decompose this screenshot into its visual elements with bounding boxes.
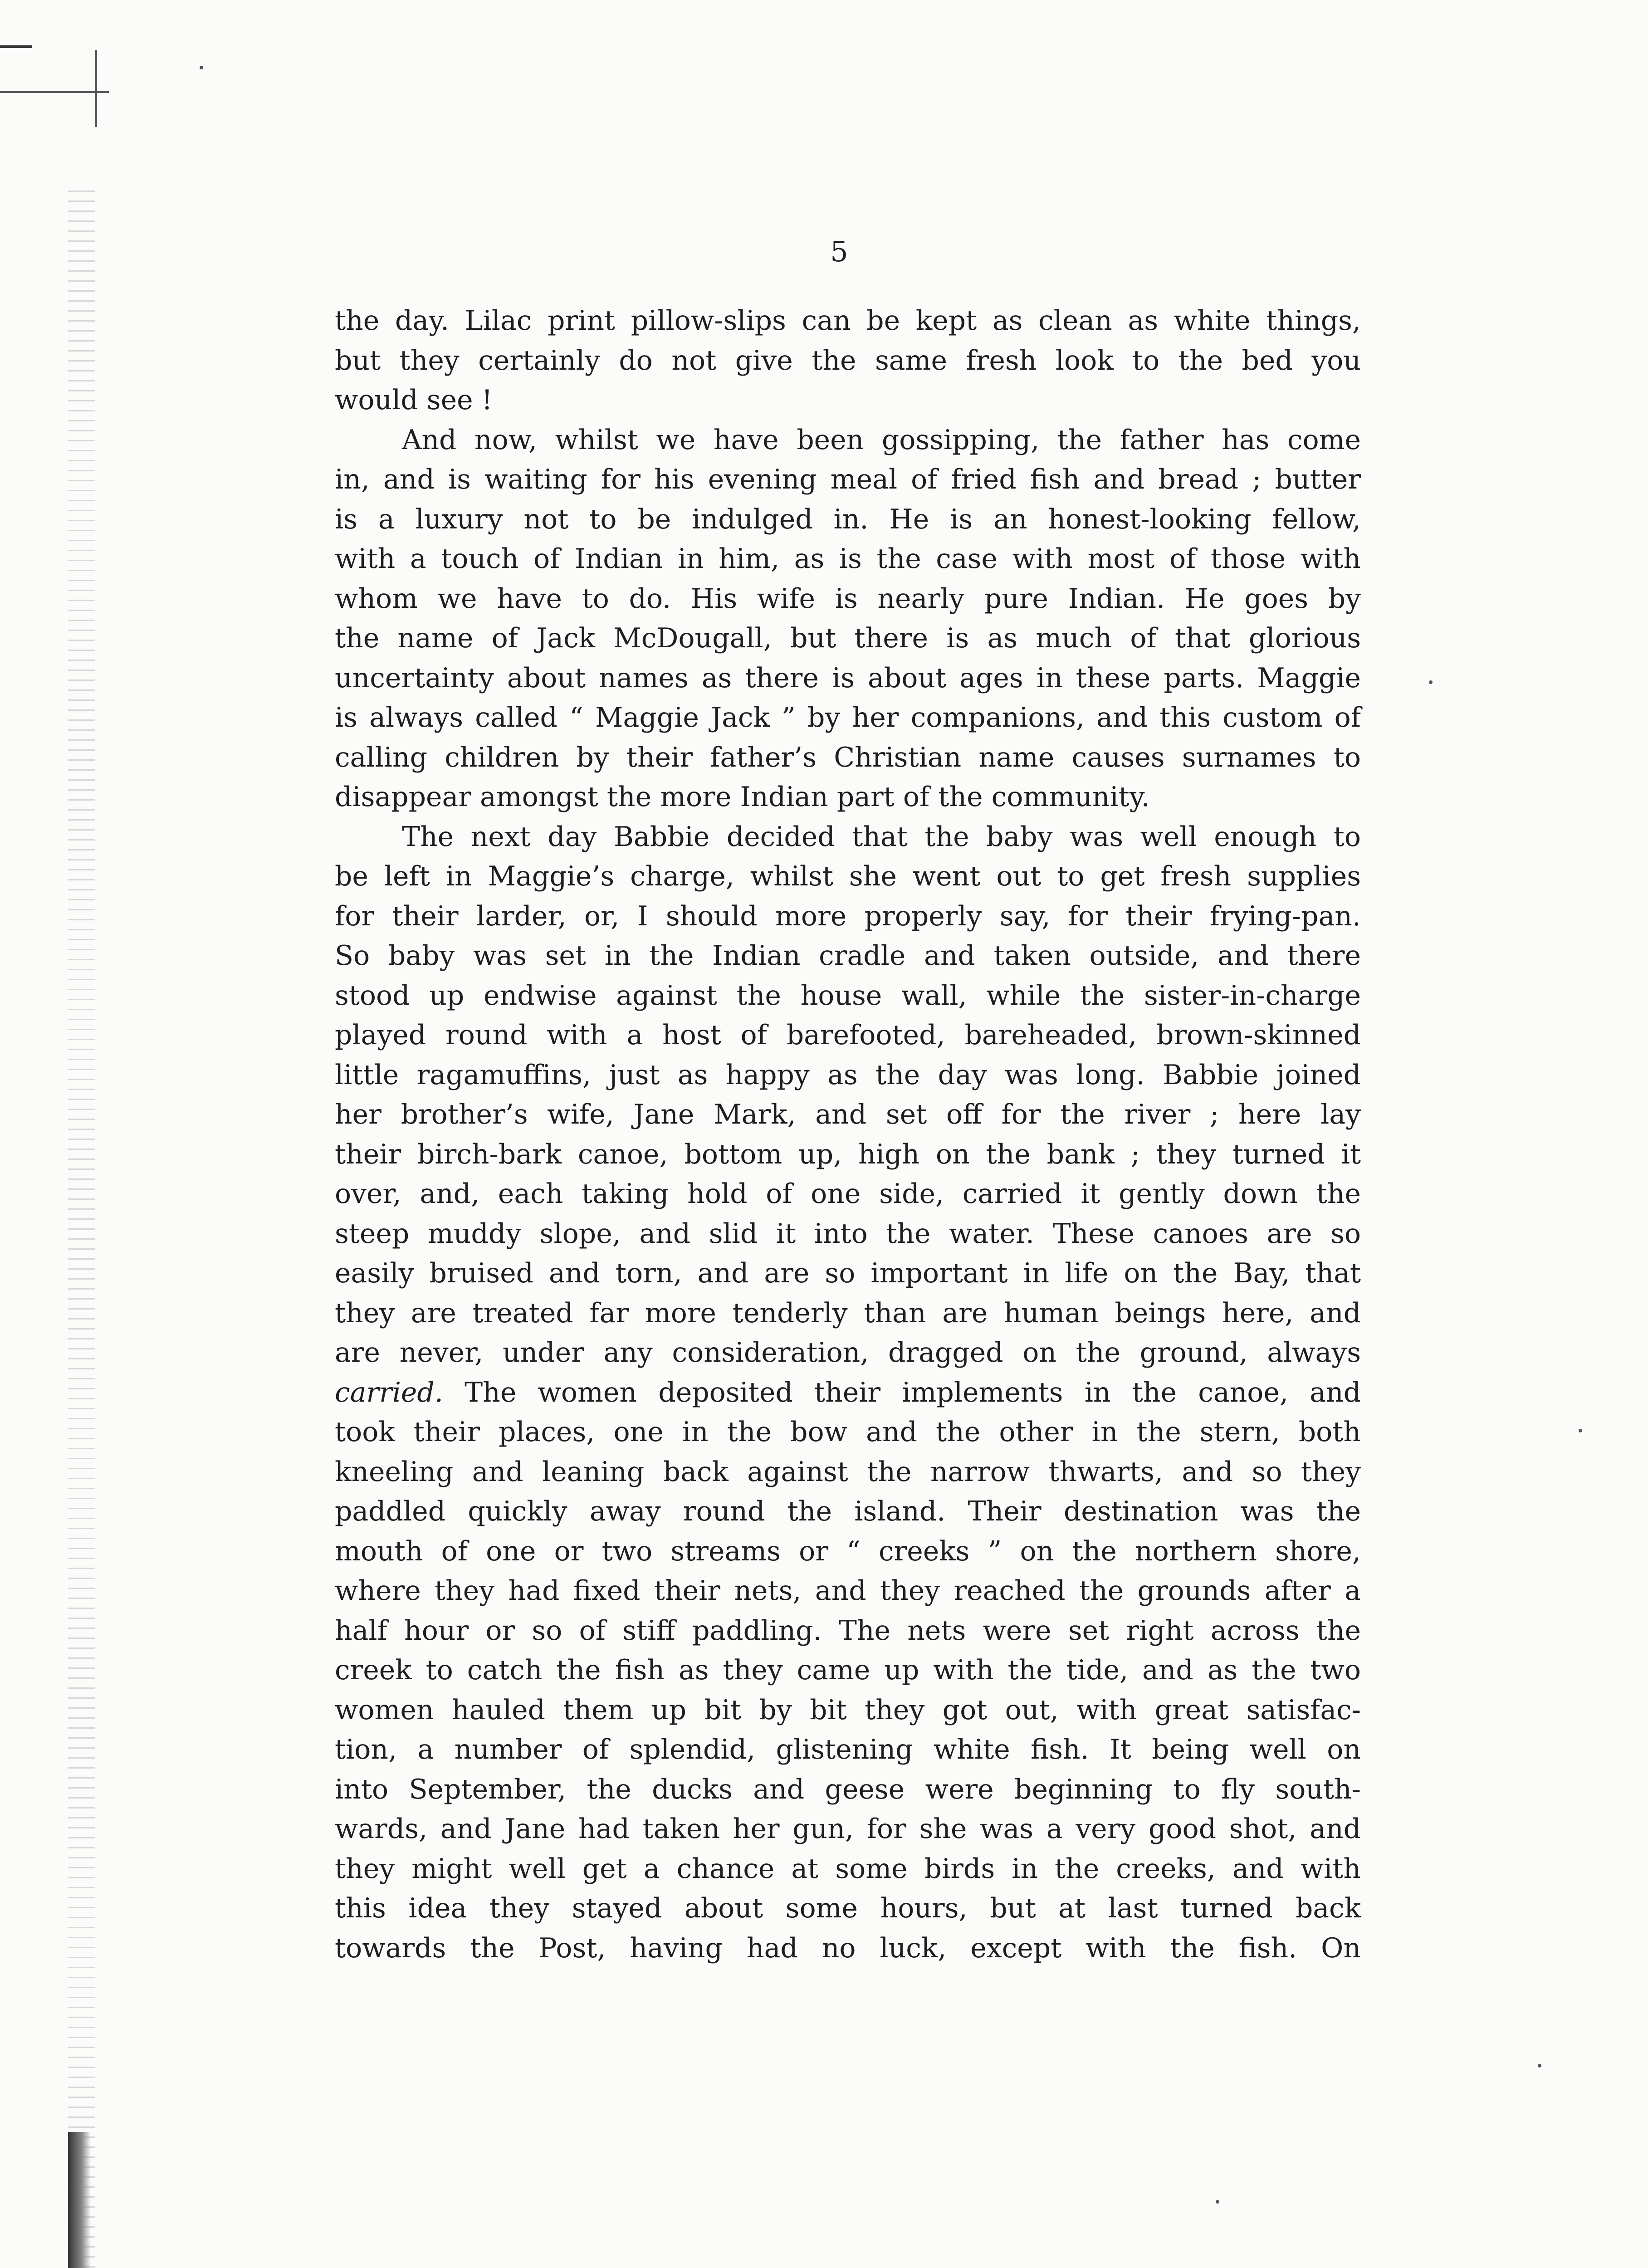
text-line: in, and is waiting for his evening meal of fried fish and bread ; butter — [335, 464, 1361, 495]
registration-mark-vertical — [95, 50, 97, 127]
italic-word: carried. — [335, 1376, 443, 1408]
text-line: mouth of one or two streams or “ creeks ” on the northern shore, — [335, 1535, 1361, 1567]
text-line: creek to catch the fish as they came up with the tide, and as the two — [335, 1654, 1361, 1686]
text-line: wards, and Jane had taken her gun, for she was a very good shot, and — [335, 1813, 1361, 1845]
scan-speck — [1216, 2200, 1219, 2204]
text-line: So baby was set in the Indian cradle and taken outside, and there — [335, 940, 1361, 972]
text-line: towards the Post, having had no luck, except with the fish. On — [335, 1932, 1361, 1964]
text-line: And now, whilst we have been gossipping, the father has come — [402, 424, 1361, 456]
scan-speck — [1538, 2064, 1541, 2068]
text-line: whom we have to do. His wife is nearly pure Indian. He goes by — [335, 582, 1361, 615]
text-line: be left in Maggie’s charge, whilst she went out to get fresh supplies — [335, 860, 1361, 892]
text-line: played round with a host of barefooted, bareheaded, brown-skinned — [335, 1019, 1361, 1051]
text-line: the day. Lilac print pillow-slips can be kept as clean as white things, — [335, 305, 1361, 337]
text-line: The next day Babbie decided that the baby was well enough to — [402, 821, 1361, 853]
binding-edge-shadow — [68, 191, 95, 2268]
text-line: easily bruised and torn, and are so important in life on the Bay, that — [335, 1257, 1361, 1289]
text-line: her brother’s wife, Jane Mark, and set off for the river ; here lay — [335, 1099, 1361, 1130]
text-line-rest: The women deposited their implements in the canoe, and — [465, 1376, 1361, 1408]
text-line: this idea they stayed about some hours, but at last turned back — [335, 1892, 1361, 1924]
text-line: steep muddy slope, and slid it into the water. These canoes are so — [335, 1217, 1361, 1250]
text-line: where they had fixed their nets, and they reached the grounds after a — [335, 1575, 1361, 1607]
scan-speck — [1429, 680, 1433, 684]
text-line: uncertainty about names as there is about ages in these parts. Maggie — [335, 662, 1361, 694]
text-line: tion, a number of splendid, glistening white fish. It being well on — [335, 1734, 1361, 1765]
page-number: 5 — [830, 235, 848, 268]
text-line: they are treated far more tenderly than are human beings here, and — [335, 1297, 1361, 1329]
registration-mark-horizontal — [0, 91, 109, 93]
text-line: paddled quickly away round the island. Their destination was the — [335, 1496, 1361, 1527]
text-line: over, and, each taking hold of one side, carried it gently down the — [335, 1178, 1361, 1210]
text-line: took their places, one in the bow and the other in the stern, both — [335, 1416, 1361, 1448]
text-line: they might well get a chance at some birds in the creeks, and with — [335, 1853, 1361, 1885]
text-line: their birch-bark canoe, bottom up, high on the bank ; they turned it — [335, 1138, 1361, 1170]
text-line-with-italic — [335, 1373, 1361, 1413]
text-line: into September, the ducks and geese were beginning to fly south- — [335, 1773, 1361, 1805]
body-text — [335, 301, 1361, 1968]
text-line: is a luxury not to be indulged in. He is an honest-looking fellow, — [335, 503, 1361, 535]
text-line: but they certainly do not give the same fresh look to the bed you — [335, 344, 1361, 376]
text-line: women hauled them up bit by bit they got out, with great satisfac- — [335, 1694, 1361, 1726]
scan-speck — [200, 66, 203, 69]
scan-mark — [0, 45, 32, 48]
text-line: are never, under any consideration, dragged on the ground, always — [335, 1337, 1361, 1369]
text-line: would see ! — [335, 384, 493, 416]
text-line: kneeling and leaning back against the narrow thwarts, and so they — [335, 1456, 1361, 1488]
text-line: for their larder, or, I should more properly say, for their frying-pan. — [335, 900, 1361, 932]
text-line: is always called “ Maggie Jack ” by her companions, and this custom of — [335, 702, 1361, 733]
text-line: with a touch of Indian in him, as is the case with most of those with — [335, 543, 1361, 575]
binding-edge-dark — [68, 2132, 91, 2268]
text-line: little ragamuffins, just as happy as the day was long. Babbie joined — [335, 1059, 1361, 1091]
text-line: stood up endwise against the house wall, while the sister-in-charge — [335, 979, 1361, 1012]
text-line: disappear amongst the more Indian part of the community. — [335, 781, 1150, 813]
text-line: half hour or so of stiff paddling. The nets were set right across the — [335, 1614, 1361, 1647]
text-line: the name of Jack McDougall, but there is as much of that glorious — [335, 622, 1361, 654]
scan-speck — [1579, 1429, 1582, 1432]
text-line: calling children by their father’s Christian name causes surnames to — [335, 741, 1361, 773]
